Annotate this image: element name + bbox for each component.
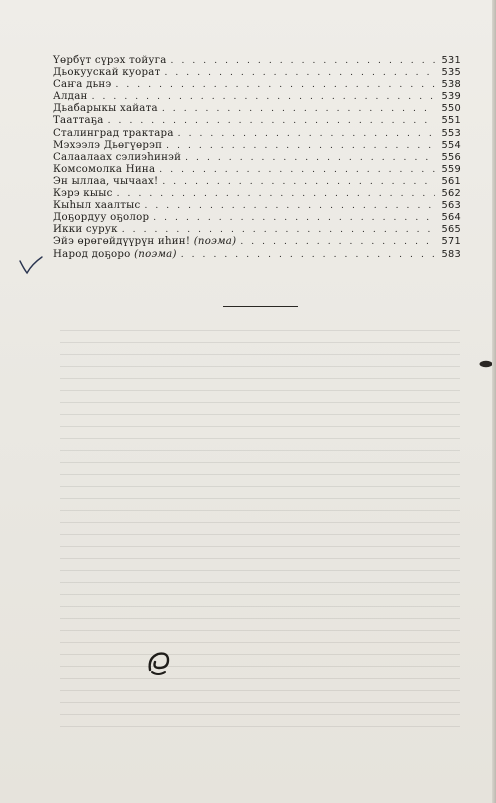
toc-entry <box>53 236 461 248</box>
toc-title: Тааттаҕа <box>53 115 104 127</box>
toc-entry <box>53 152 461 164</box>
dot-leader <box>166 140 435 152</box>
toc-entry <box>53 79 461 91</box>
toc-title: Доҕордуу оҕолор <box>53 212 150 224</box>
toc-entry <box>53 91 461 103</box>
toc-title: Комсомолка Нина <box>53 163 156 175</box>
toc-entry <box>53 200 461 212</box>
toc-page-number: 554 <box>441 139 461 151</box>
toc-genre-note: (поэма) <box>134 248 177 260</box>
toc-title: Сталинград трактара <box>53 127 174 139</box>
toc-page-number: 551 <box>441 115 461 127</box>
dot-leader <box>108 115 435 127</box>
toc-page-number: 565 <box>441 224 461 236</box>
toc-title: Дьокуускай куорат <box>53 67 161 79</box>
toc-title-text: Эйэ өрөгөйдүүрүн иһин! <box>53 236 191 248</box>
handwritten-check-icon <box>18 255 44 275</box>
toc-title: Икки сурук <box>53 224 118 236</box>
toc-entry <box>53 224 461 236</box>
toc-title: Үөрбүт сүрэх тойуга <box>53 55 167 66</box>
section-divider <box>223 306 298 307</box>
printer-mark-icon <box>146 650 172 678</box>
toc-page-number: 564 <box>441 212 461 224</box>
toc-page-number: 553 <box>441 127 461 139</box>
toc-title <box>53 236 236 248</box>
toc-title: Эн ыллаа, чычаах! <box>53 175 159 187</box>
dot-leader <box>122 224 435 236</box>
toc-title: Салаалаах сэлиэһинэй <box>53 151 182 163</box>
toc-page-number: 535 <box>441 67 461 79</box>
toc-page-number: 562 <box>441 188 461 200</box>
toc-entry <box>53 103 461 115</box>
dot-leader <box>178 128 435 140</box>
dot-leader <box>144 200 435 212</box>
toc-entry <box>53 249 461 261</box>
toc-page-number: 539 <box>441 91 461 103</box>
toc-entry <box>53 176 461 188</box>
toc-title: Кыһыл хаалтыс <box>53 200 141 212</box>
dot-leader <box>171 55 435 67</box>
dot-leader <box>164 67 435 79</box>
toc-entry <box>53 128 461 140</box>
toc-page-number: 531 <box>441 55 461 66</box>
page-edge <box>492 0 496 803</box>
toc-entry <box>53 115 461 127</box>
toc-title: Алдан <box>53 91 88 103</box>
toc-entry <box>53 55 461 67</box>
toc-page-number: 571 <box>441 236 461 248</box>
dot-leader <box>159 164 435 176</box>
dot-leader <box>240 236 435 248</box>
toc-entry <box>53 164 461 176</box>
toc-entry <box>53 140 461 152</box>
dot-leader <box>162 176 435 188</box>
toc-title: Мэхээлэ Дьөгүөрэп <box>53 139 163 151</box>
bleed-through-text <box>60 330 460 730</box>
toc-entry <box>53 67 461 79</box>
toc-title: Кэрэ кыыс <box>53 188 113 200</box>
toc-page-number: 556 <box>441 151 461 163</box>
dot-leader <box>153 212 435 224</box>
toc-title: Саҥа дьнэ <box>53 79 112 91</box>
dot-leader <box>162 103 435 115</box>
toc-page-number: 550 <box>441 103 461 115</box>
dot-leader <box>185 152 435 164</box>
toc-title: Дьабарыкы хайата <box>53 103 158 115</box>
toc-entry <box>53 212 461 224</box>
toc-page-number: 563 <box>441 200 461 212</box>
toc-page-number: 561 <box>441 175 461 187</box>
toc-page-number: 559 <box>441 163 461 175</box>
dot-leader <box>117 188 435 200</box>
toc-title <box>53 249 177 261</box>
toc-page-number: 583 <box>441 248 461 260</box>
toc-genre-note: (поэма) <box>193 236 237 248</box>
toc-title-text: Народ доҕоро <box>53 248 131 260</box>
table-of-contents <box>53 55 461 261</box>
toc-page-number: 538 <box>441 79 461 91</box>
dot-leader <box>115 79 435 91</box>
toc-entry <box>53 188 461 200</box>
dot-leader <box>181 249 435 261</box>
dot-leader <box>92 91 435 103</box>
